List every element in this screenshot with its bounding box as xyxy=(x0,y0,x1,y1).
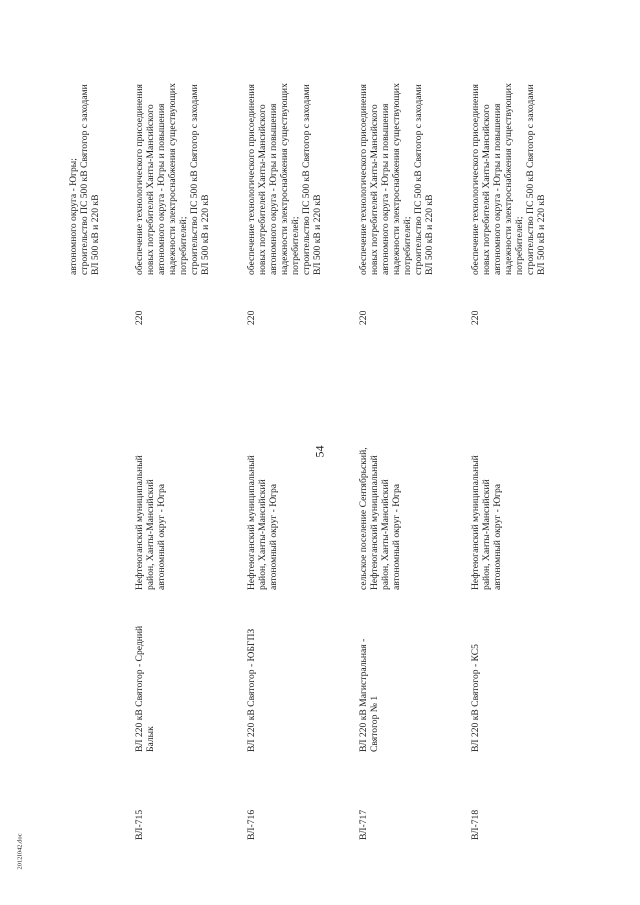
location-cell: сельское поселение Сентябрьский, Нефтеюганский муниципальный район, Ханты-Мансийский автономный округ - Югра xyxy=(358,447,402,590)
page-number: 54 xyxy=(312,445,327,458)
line-code-cell: ВЛ-718 xyxy=(470,809,481,840)
location-cell: Нефтеюганский муниципальный район, Ханты-Мансийский автономный округ - Югра xyxy=(246,455,279,590)
line-name-cell: ВЛ 220 кВ Святогор - ЮБГПЗ xyxy=(246,628,257,752)
power-line-table xyxy=(68,50,598,840)
voltage-cell: 220 xyxy=(470,310,481,325)
voltage-cell: 220 xyxy=(134,310,145,325)
location-cell: Нефтеюганский муниципальный район, Ханты-Мансийский автономный округ - Югра xyxy=(134,455,167,590)
line-code-cell: ВЛ-717 xyxy=(358,809,369,840)
voltage-cell: 220 xyxy=(358,310,369,325)
line-name-cell: ВЛ 220 кВ Святогор - КС5 xyxy=(470,644,481,752)
line-code-cell: ВЛ-716 xyxy=(246,809,257,840)
location-cell: Нефтеюганский муниципальный район, Ханты-Мансийский автономный округ - Югра xyxy=(470,455,503,590)
line-name-cell: ВЛ 220 кВ Магистральная - Святогор № 1 xyxy=(358,638,380,752)
purpose-cell: обеспечение технологического присоединения новых потребителей Ханты-Мансийского автономного округа - Югры и повышения надежности электроснабжения существующих потребителей; строительство ПС 500 кВ Святогор с заходами ВЛ 500 кВ и 220 кВ xyxy=(470,83,547,275)
purpose-cell: автономного округа - Югры; строительство ПС 500 кВ Святогор с заходами ВЛ 500 кВ и 220 кВ xyxy=(68,84,101,275)
purpose-cell: обеспечение технологического присоединения новых потребителей Ханты-Мансийского автономного округа - Югры и повышения надежности электроснабжения существующих потребителей; строительство ПС 500 кВ Святогор с заходами ВЛ 500 кВ и 220 кВ xyxy=(246,83,323,275)
line-code-cell: ВЛ-715 xyxy=(134,809,145,840)
voltage-cell: 220 xyxy=(246,310,257,325)
purpose-cell: обеспечение технологического присоединения новых потребителей Ханты-Мансийского автономного округа - Югры и повышения надежности электроснабжения существующих потребителей; строительство ПС 500 кВ Святогор с заходами ВЛ 500 кВ и 220 кВ xyxy=(358,83,435,275)
footer-file-name: 2012I042.doc xyxy=(16,833,24,870)
line-name-cell: ВЛ 220 кВ Святогор - Средний Балык xyxy=(134,625,156,752)
purpose-cell: обеспечение технологического присоединения новых потребителей Ханты-Мансийского автономного округа - Югры и повышения надежности электроснабжения существующих потребителей; строительство ПС 500 кВ Святогор с заходами ВЛ 500 кВ и 220 кВ xyxy=(134,83,211,275)
